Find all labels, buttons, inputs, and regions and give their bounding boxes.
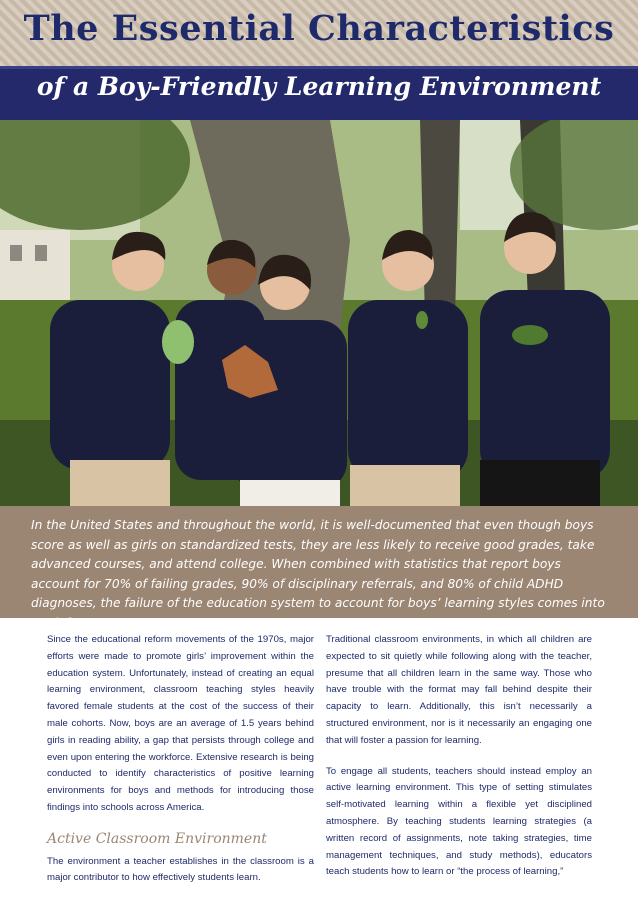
right-column — [326, 632, 592, 895]
left-column — [47, 632, 314, 901]
left-paragraph-1: Since the educational reform movements of the 1970s, major efforts were made to promote girls’ improvement within the education system. Unfortunately, instead of creating an equal learning environment, classroom teaching styles heavily favored female students at the cost of the success of their male cohorts. Now, boys are an average of 1.5 years behind girls in reading ability, a gap that persists through college and even upon entering the workforce. Extensive research is being conducted to identify characteristics of positive learning environments for boys and methods for introducing those findings into schools across America. — [47, 634, 314, 813]
right-paragraph-2: To engage all students, teachers should instead employ an active learning environment. This type of setting stimulates self-motivated learning within a flexible yet disciplined atmosphere. By teaching students learning strategies (a written record of assignments, note taking strategies, time management techniques, and study methods), educators teach students how to learn or “the process of learning,” — [326, 765, 592, 878]
left-paragraph-2: The environment a teacher establishes in the classroom is a major contributor to how effectively students learn. — [47, 855, 314, 884]
group-photo — [0, 120, 638, 506]
group-photo-illustration — [0, 120, 638, 506]
section-heading-active-classroom: Active Classroom Environment — [47, 830, 267, 847]
page-title: The Essential Characteristics — [23, 8, 615, 49]
page-subtitle: of a Boy-Friendly Learning Environment — [36, 72, 602, 101]
intro-callout: In the United States and throughout the world, it is well-documented that even though boys score as well as girls on standardized tests, they are less likely to receive good grades, take advanced courses, and attend college. When combined with statistics that report boys account for 70% of failing grades, 90% of disciplinary referrals, and 80% of child ADHD diagnoses, the failure of the education system to account for boys’ learning styles comes into stark focus. — [0, 506, 638, 618]
right-paragraph-1: Traditional classroom environments, in which all children are expected to sit quietly while following along with the teacher, presume that all children learn in the same way. Those who have trouble with the format may fall behind despite their capacity to learn. Additionally, this isn’t necessarily a structured environment, nor is it necessarily an engaging one that will foster a passion for learning. — [326, 634, 592, 746]
